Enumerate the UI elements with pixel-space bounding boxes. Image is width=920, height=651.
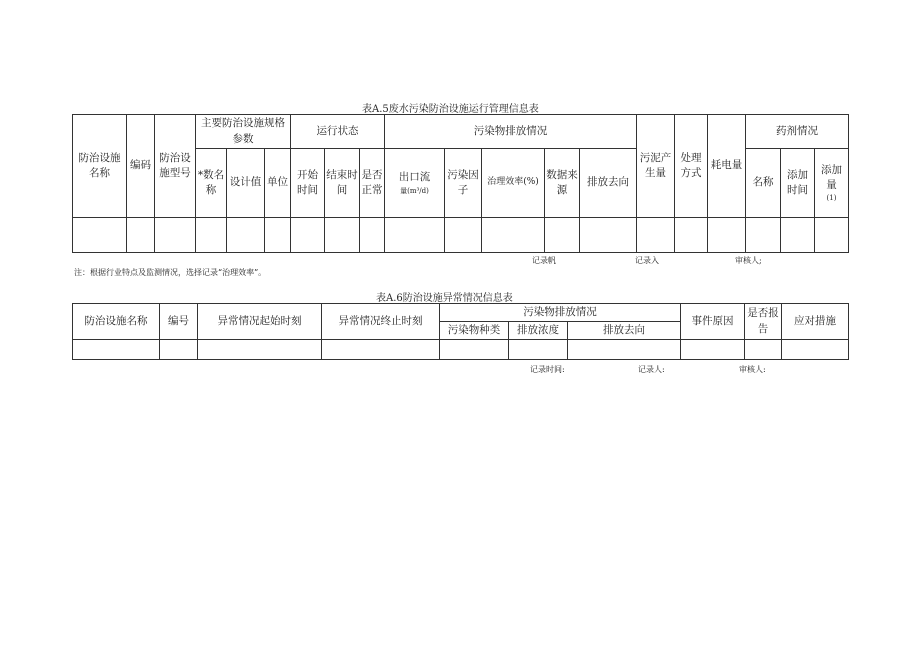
- header-outlet-flow: [385, 149, 445, 218]
- table2-reviewer: 审核人:: [739, 365, 766, 374]
- table2-record-time: 记录时间:: [530, 365, 565, 374]
- table-cell: [385, 218, 445, 253]
- t2-header-code: 编号: [160, 304, 198, 340]
- outlet-flow-label: 出口流: [398, 171, 431, 184]
- table-cell: [265, 218, 291, 253]
- table-cell: [745, 340, 782, 360]
- header-emission: 污染物排放情况: [385, 115, 637, 149]
- table2-title: 表A.6防治设施异常情况信息表: [376, 293, 513, 304]
- table-cell: [291, 218, 325, 253]
- table-cell: [746, 218, 781, 253]
- header-data-source: 数据来源: [545, 149, 580, 218]
- t2-header-measures: 应对措施: [782, 304, 849, 340]
- t2-header-pollutant-type: 污染物种类: [440, 322, 509, 340]
- header-code: 编码: [127, 115, 155, 218]
- table-row: [73, 340, 849, 360]
- table-cell: [681, 340, 745, 360]
- header-facility-name: 防治设施名称: [73, 115, 127, 218]
- t2-header-concentration: 排放浓度: [509, 322, 568, 340]
- t2-header-event-cause: 事件原因: [681, 304, 745, 340]
- table-cell: [482, 218, 545, 253]
- header-run-status: 运行状态: [291, 115, 385, 149]
- table-cell: [708, 218, 746, 253]
- header-spec-params: 主要防治设施规格参数: [196, 115, 291, 149]
- header-is-normal: 是否正常: [360, 149, 385, 218]
- header-start-time: 开始时间: [291, 149, 325, 218]
- table-cell: [545, 218, 580, 253]
- table-cell: [782, 340, 849, 360]
- table2-abnormal-info: [72, 303, 849, 360]
- table1-recorder: 记录入: [635, 256, 659, 265]
- table-cell: [322, 340, 440, 360]
- table1-operation-info: [72, 114, 849, 253]
- table-cell: [580, 218, 637, 253]
- table1-title: 表A.5废水污染防治设施运行管理信息表: [362, 104, 539, 115]
- table1-note: 注：根据行业特点及监测情况，选择记录“治理效率”。: [74, 268, 267, 277]
- header-unit: 单位: [265, 149, 291, 218]
- header-end-time: 结束时间: [325, 149, 360, 218]
- header-efficiency: 治理效率(%): [482, 149, 545, 218]
- table-cell: [73, 340, 160, 360]
- t2-header-abnormal-end: 异常情况终止时刻: [322, 304, 440, 340]
- header-pollutant-factor: 污染因子: [445, 149, 482, 218]
- table-cell: [227, 218, 265, 253]
- add-amount-label: 添加量: [821, 163, 843, 191]
- table-row: [73, 218, 849, 253]
- t2-header-discharge-direction: 排放去向: [568, 322, 681, 340]
- table-cell: [509, 340, 568, 360]
- header-model: 防治设施型号: [155, 115, 196, 218]
- header-sludge: 污泥产生量: [637, 115, 675, 218]
- table-cell: [568, 340, 681, 360]
- table-cell: [127, 218, 155, 253]
- header-agent-name: 名称: [746, 149, 781, 218]
- table1-reviewer: 审核人;: [735, 256, 762, 265]
- table-cell: [325, 218, 360, 253]
- table1-record-time: 记录帆: [532, 256, 556, 265]
- header-agent: 药剂情况: [746, 115, 849, 149]
- t2-header-reported: 是否报告: [745, 304, 782, 340]
- outlet-flow-unit: 量(m³/d): [400, 186, 429, 195]
- t2-header-facility-name: 防治设施名称: [73, 304, 160, 340]
- table-cell: [360, 218, 385, 253]
- table-cell: [440, 340, 509, 360]
- t2-header-abnormal-start: 异常情况起始时刻: [198, 304, 322, 340]
- header-power: 耗电量: [708, 115, 746, 218]
- table-cell: [196, 218, 227, 253]
- table-cell: [73, 218, 127, 253]
- header-disposal: 处理方式: [675, 115, 708, 218]
- table-cell: [445, 218, 482, 253]
- header-add-amount: [815, 149, 849, 218]
- table-cell: [155, 218, 196, 253]
- table-cell: [675, 218, 708, 253]
- table-cell: [160, 340, 198, 360]
- table2-recorder: 记录人:: [638, 365, 665, 374]
- table-cell: [198, 340, 322, 360]
- t2-header-emission: 污染物排放情况: [440, 304, 681, 322]
- header-add-time: 添加时间: [781, 149, 815, 218]
- table-cell: [637, 218, 675, 253]
- header-discharge-direction: 排放去向: [580, 149, 637, 218]
- header-design-value: 设计值: [227, 149, 265, 218]
- table-cell: [815, 218, 849, 253]
- header-param-name: *数名称: [196, 149, 227, 218]
- add-amount-note: (1): [826, 194, 837, 203]
- table-cell: [781, 218, 815, 253]
